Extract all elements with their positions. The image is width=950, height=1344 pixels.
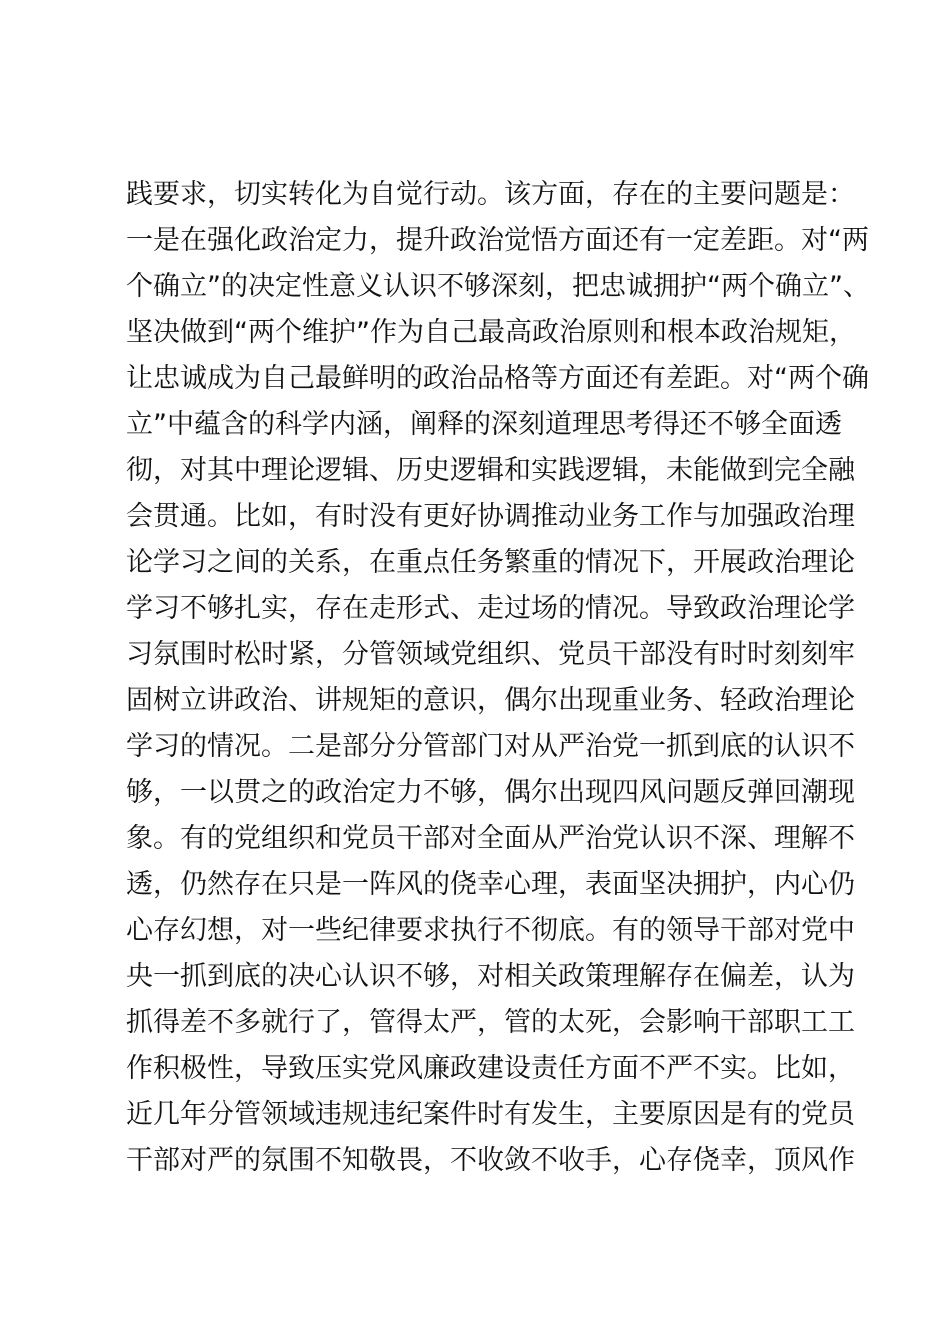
body-paragraph: [126, 172, 870, 1184]
text-line: 学习的情况。二是部分分管部门对从严治党一抓到底的认识不: [126, 731, 855, 762]
text-line: 践要求，切实转化为自觉行动。该方面，存在的主要问题是：: [126, 179, 855, 210]
text-line: 透，仍然存在只是一阵风的侥幸心理，表面坚决拥护，内心仍: [126, 869, 855, 900]
text-line: 会贯通。比如，有时没有更好协调推动业务工作与加强政治理: [126, 501, 855, 532]
text-line: 论学习之间的关系，在重点任务繁重的情况下，开展政治理论: [126, 547, 855, 578]
text-line: 近几年分管领域违规违纪案件时有发生，主要原因是有的党员: [126, 1099, 855, 1130]
text-line: 让忠诚成为自己最鲜明的政治品格等方面还有差距。对“两个确: [126, 363, 869, 394]
text-line: 立”中蕴含的科学内涵，阐释的深刻道理思考得还不够全面透: [126, 409, 842, 440]
text-line: 彻，对其中理论逻辑、历史逻辑和实践逻辑，未能做到完全融: [126, 455, 855, 486]
text-line: 一是在强化政治定力，提升政治觉悟方面还有一定差距。对“两: [126, 225, 869, 256]
text-line: 学习不够扎实，存在走形式、走过场的情况。导致政治理论学: [126, 593, 855, 624]
text-line: 作积极性，导致压实党风廉政建设责任方面不严不实。比如，: [126, 1053, 855, 1084]
text-line: 坚决做到“两个维护”作为自己最高政治原则和根本政治规矩，: [126, 317, 856, 348]
text-line: 抓得差不多就行了，管得太严，管的太死，会影响干部职工工: [126, 1007, 855, 1038]
text-line: 固树立讲政治、讲规矩的意识，偶尔出现重业务、轻政治理论: [126, 685, 855, 716]
text-line: 心存幻想，对一些纪律要求执行不彻底。有的领导干部对党中: [126, 915, 855, 946]
text-line: 象。有的党组织和党员干部对全面从严治党认识不深、理解不: [126, 823, 855, 854]
text-line: 个确立”的决定性意义认识不够深刻，把忠诚拥护“两个确立”、: [126, 271, 870, 302]
text-line: 干部对严的氛围不知敬畏，不收敛不收手，心存侥幸，顶风作: [126, 1145, 855, 1176]
text-line: 习氛围时松时紧，分管领域党组织、党员干部没有时时刻刻牢: [126, 639, 855, 670]
text-line: 央一抓到底的决心认识不够，对相关政策理解存在偏差，认为: [126, 961, 855, 992]
text-line: 够，一以贯之的政治定力不够，偶尔出现四风问题反弹回潮现: [126, 777, 855, 808]
